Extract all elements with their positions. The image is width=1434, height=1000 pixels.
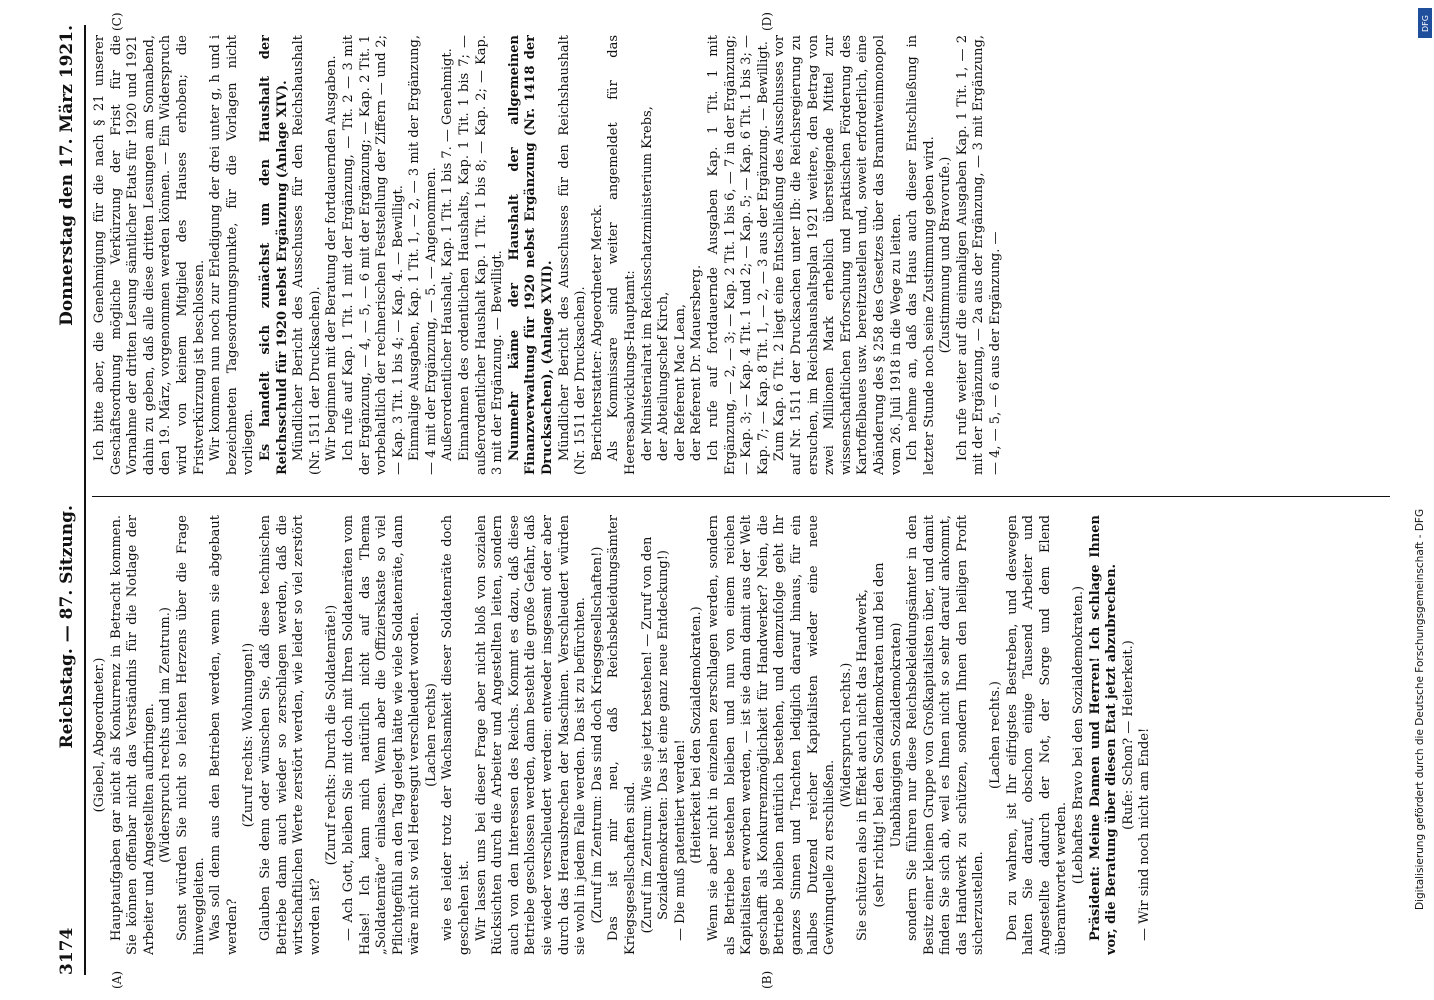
interjection: (Zuruf rechts: Durch die Soldatenräte!) — [324, 604, 340, 866]
header-right-title: Donnerstag den 17. März 1921. — [57, 25, 77, 326]
paragraph: der Abteilungschef Kirch, — [656, 291, 672, 461]
interjection: (Zuruf rechts: Wohnungen!) — [241, 642, 257, 828]
margin-mark-d: (D) — [760, 12, 774, 31]
paragraph: Außerordentlicher Haushalt, Kap. 1 Tit. 1 bis 7. — Genehmigt. — [440, 48, 456, 461]
paragraph: Den zu wahren, ist Ihr eifrigstes Bestreben, und deswegen halten Sie darauf, obschon einige Tausend Arbeiter und Angestellte dadurch der Not, der Sorge und dem Elend überantwortet werden. — [1004, 515, 1070, 955]
paragraph: Mündlicher Bericht des Ausschusses für den Reichshaushalt (Nr. 1511 der Drucksachen). — [291, 35, 323, 475]
paragraph: Einnahmen des ordentlichen Haushalts, Kap. 1 Tit. 1 bis 7; — außerordentlicher Haushalt Kap. 1 Tit. 1 bis 8; — Kap. 2; — Kap. 3 mit der Ergänzung. — Bewilligt. — [457, 35, 506, 475]
paragraph: Wir lassen uns bei dieser Frage aber nicht bloß von sozialen Rücksichten durch die Arbeiter und Angestellten leiten, sondern auch von den Interessen des Reichs. Kommt es dazu, daß diese Betriebe geschlossen werden, dann besteht die große Gefahr, daß sie wieder verschleudert werden: entweder insgesamt oder aber durch das Herausbrechen der Maschinen. Verschleudert würden sie wohl in jedem Falle werden. Das ist zu befürchten. — [473, 515, 589, 955]
paragraph: Ich bitte aber, die Genehmigung für die nach § 21 unserer Geschäftsordnung mögliche Verkürzung der Frist für die Vornahme der dritten Lesung sämtlicher Etats für 1920 und 1921 dahin zu geben, daß alle diese dritten Lesungen am Sonnabend, den 19. März, vorgenommen werden können. — Ein Widerspruch wird von keinem Mitglied des Hauses erhoben; die Fristverkürzung ist beschlossen. — [92, 35, 207, 475]
paragraph: der Referent Dr. Mauersberg. — [689, 264, 705, 461]
paragraph: Was soll denn aus den Betrieben werden, wenn sie abgebaut werden? — [208, 515, 240, 955]
paragraph: Zum Kap. 6 Tit. 2 liegt eine Entschließung des Ausschusses vor auf Nr. 1511 der Drucksachen unter IIb: die Reichsregierung zu ersuchen, im Reichshaushaltsplan 1921 weitere, den Betrag von zwei Millionen Mark erheblich übersteigende Mittel zur wissenschaftlichen Erforschung und praktischen Förderung des Kartoffelbaues usw. bereitzustellen und, soweit erforderlich, eine Abänderung des § 258 des Gesetzes über das Branntweinmonopol vom 26. Juli 1918 in die Wege zu leiten. — [772, 35, 904, 475]
paragraph: — Ach Gott, bleiben Sie mit doch mit Ihren Soldatenräten vom Halse! Ich kann mich natürlich nicht auf das Thema „Soldatenräte“ einlassen. Wenn aber die Offizierskaste so viel Pflichtgefühl an den Tag gelegt hätte wie viele Soldatenräte, dann wäre nicht so viel Heeresgut verschleudert worden. — [340, 515, 423, 955]
digitization-note-text: Digitalisierung gefördert durch die Deutsche Forschungsgemeinschaft - DFG — [1414, 508, 1426, 910]
paragraph: Ich rufe auf Kap. 1 Tit. 1 mit der Ergänzung, — Tit. 2 — 3 mit der Ergänzung, — 4, — 5, — 6 mit der Ergänzung; — Kap. 2 Tit. 1 vorbehaltlich der rechnerischen Feststellung der Ziffern — und 2; — Kap. 3 Tit. 1 bis 4; — Kap. 4. — Bewilligt. — [340, 35, 406, 475]
paragraph: Hauptaufgaben gar nicht als Konkurrenz in Betracht kommen. Sie können offenbar nicht das Verständnis für die Notlage der Arbeiter und Angestellten aufbringen. — [108, 515, 157, 955]
page-header — [52, 25, 82, 975]
paragraph: Berichterstatter: Abgeordneter Merck. — [589, 204, 605, 461]
interjection: (Lachen rechts) — [423, 683, 439, 787]
interjection: (Zustimmung und Bravorufe.) — [938, 156, 954, 354]
interjection: (Lebhaftes Bravo bei den Sozialdemokraten.) — [1071, 585, 1087, 885]
page-number: 3174 — [57, 927, 77, 975]
paragraph: — Wir sind noch nicht am Ende! — [1137, 727, 1153, 941]
paragraph: Ich nehme an, daß das Haus auch dieser Entschließung in letzter Stunde noch seine Zustimmung geben wird. — [905, 35, 937, 475]
interjection: (Lachen rechts.) — [988, 681, 1004, 789]
paragraph: Nunmehr käme der Haushalt der allgemeinen Finanzverwaltung für 1920 nebst Ergänzung (Nr. 1418 der Drucksachen), (Anlage XVII). — [506, 35, 556, 475]
paragraph: der Ministerialrat im Reichsschatzministerium Krebs, — [639, 106, 655, 461]
paragraph: Wenn sie aber nicht in einzelnen zerschlagen werden, sondern als Betriebe bestehen bleiben und nun von einem reichen Kapitalisten erworben werden, — ist sie dann damit aus der Welt geschafft als Konkurrenzmöglichkeit für Handwerker? Nein, die Betriebe bleiben natürlich bestehen, und demzufolge geht Ihr ganzes Sinnen und Trachten lediglich darauf hinaus, für ein halbes Dutzend reicher Kapitalisten wieder eine neue Gewinnquelle zu erschließen. — [705, 515, 838, 955]
page-scan — [40, 5, 1400, 995]
interjection: (sehr richtig! bei den Sozialdemokraten und bei den Unabhängigen Sozialdemokraten) — [871, 562, 904, 908]
paragraph: Sonst würden Sie nicht so leichten Herzens über die Frage hinweggleiten. — [174, 515, 207, 955]
paragraph: Sie schützen also in Effekt auch nicht das Handwerk, — [855, 589, 871, 941]
paragraph: Glauben Sie denn oder wünschen Sie, daß diese technischen Betriebe dann auch wieder so zerschlagen werden, daß die wirtschaftlichen Werte zerstört werden, wie leider so viel zerstört worden ist? — [257, 515, 323, 955]
interjection: (Widerspruch rechts.) — [838, 662, 854, 808]
right-column — [92, 35, 1394, 475]
paragraph: — Die muß patentiert werden! — [672, 739, 688, 941]
interjection: (Widerspruch rechts und im Zentrum.) — [158, 607, 174, 863]
interjection: (Rufe: Schon? — Heiterkeit.) — [1120, 640, 1136, 830]
paragraph: Ich rufe auf fortdauernde Ausgaben Kap. 1 Tit. 1 mit Ergänzung, — 2, — 3; — Kap. 2 Tit. 1 bis 6, — 7 in der Ergänzung; — Kap. 3; — Kap. 4 Tit. 1 und 2; — Kap. 5; — Kap. 6 Tit. 1 bis 3; — Kap. 7; — Kap. 8 Tit. 1, — 2, — 3 aus der Ergänzung. — Bewilligt. — [705, 35, 771, 475]
interjection: (Zuruf im Zentrum: Wie sie jetzt bestehen! — Zuruf von den Sozialdemokraten: Das ist eine ganz neue Entdeckung!) — [639, 536, 672, 934]
paragraph: wie es leider trotz der Wachsamkeit dieser Soldatenräte doch geschehen ist. — [440, 515, 473, 955]
paragraph: Es handelt sich zunächst um den Haushalt der Reichsschuld für 1920 nebst Ergänzung (Anlage XIV). — [257, 35, 290, 475]
interjection: (Zuruf im Zentrum: Das sind doch Kriegsgesellschaften!) — [589, 546, 605, 924]
interjection: (Heiterkeit bei den Sozialdemokraten.) — [689, 606, 705, 864]
paragraph: Einmalige Ausgaben, Kap. 1 Tit. 1, — 2, — 3 mit der Ergänzung, — 4 mit der Ergänzung, — 5. — Angenommen. — [407, 35, 439, 475]
paragraph: Wir kommen nun noch zur Erledigung der drei unter g, h und i bezeichneten Tagesordnungspunkte, für die Vorlagen nicht vorliegen. — [208, 35, 257, 475]
digitization-note — [1414, 90, 1430, 910]
interjection: (Giebel, Abgeordneter.) — [92, 657, 107, 813]
paragraph: Präsident: Meine Damen und Herren! Ich schlage Ihnen vor, die Beratung über diesen Etat jetzt abzubrechen. — [1087, 515, 1120, 955]
paragraph: Das ist mir neu, daß Reichsbekleidungsämter Kriegsgesellschaften sind. — [606, 515, 638, 955]
left-column — [92, 515, 1394, 955]
header-left-title: Reichstag. — 87. Sitzung. — [57, 505, 77, 749]
column-divider — [92, 496, 1390, 497]
margin-mark-a: (A) — [110, 970, 124, 989]
margin-mark-c: (C) — [110, 12, 124, 31]
margin-mark-b: (B) — [760, 970, 774, 989]
paragraph: Als Kommissare sind weiter angemeldet für das Heeresabwicklungs-Hauptamt: — [606, 35, 638, 475]
dfg-logo — [1418, 8, 1432, 38]
paragraph: Wir beginnen mit der Beratung der fortdauernden Ausgaben. — [324, 55, 340, 461]
paragraph: sondern Sie führen nur diese Reichsbekleidungsämter in den Besitz einer kleinen Gruppe von Großkapitalisten über, und damit finden Sie sich ab, weil es Ihnen nicht so sehr darauf ankommt, das Handwerk zu schützen, sondern Ihnen den heiligen Profit sicherzustellen. — [905, 515, 987, 955]
paragraph: Ich rufe weiter auf die einmaligen Ausgaben Kap. 1 Tit. 1, — 2 mit der Ergänzung, — 2a aus der Ergänzung, — 3 mit Ergänzung, — 4, — 5, — 6 aus der Ergänzung. — — [954, 35, 1004, 475]
header-rule — [84, 25, 86, 975]
paragraph: Mündlicher Bericht des Ausschusses für den Reichshaushalt (Nr. 1511 der Drucksachen). — [556, 35, 589, 475]
paragraph: der Referent Mac Lean, — [672, 303, 688, 461]
dfg-logo-text: DFG — [1420, 14, 1430, 32]
